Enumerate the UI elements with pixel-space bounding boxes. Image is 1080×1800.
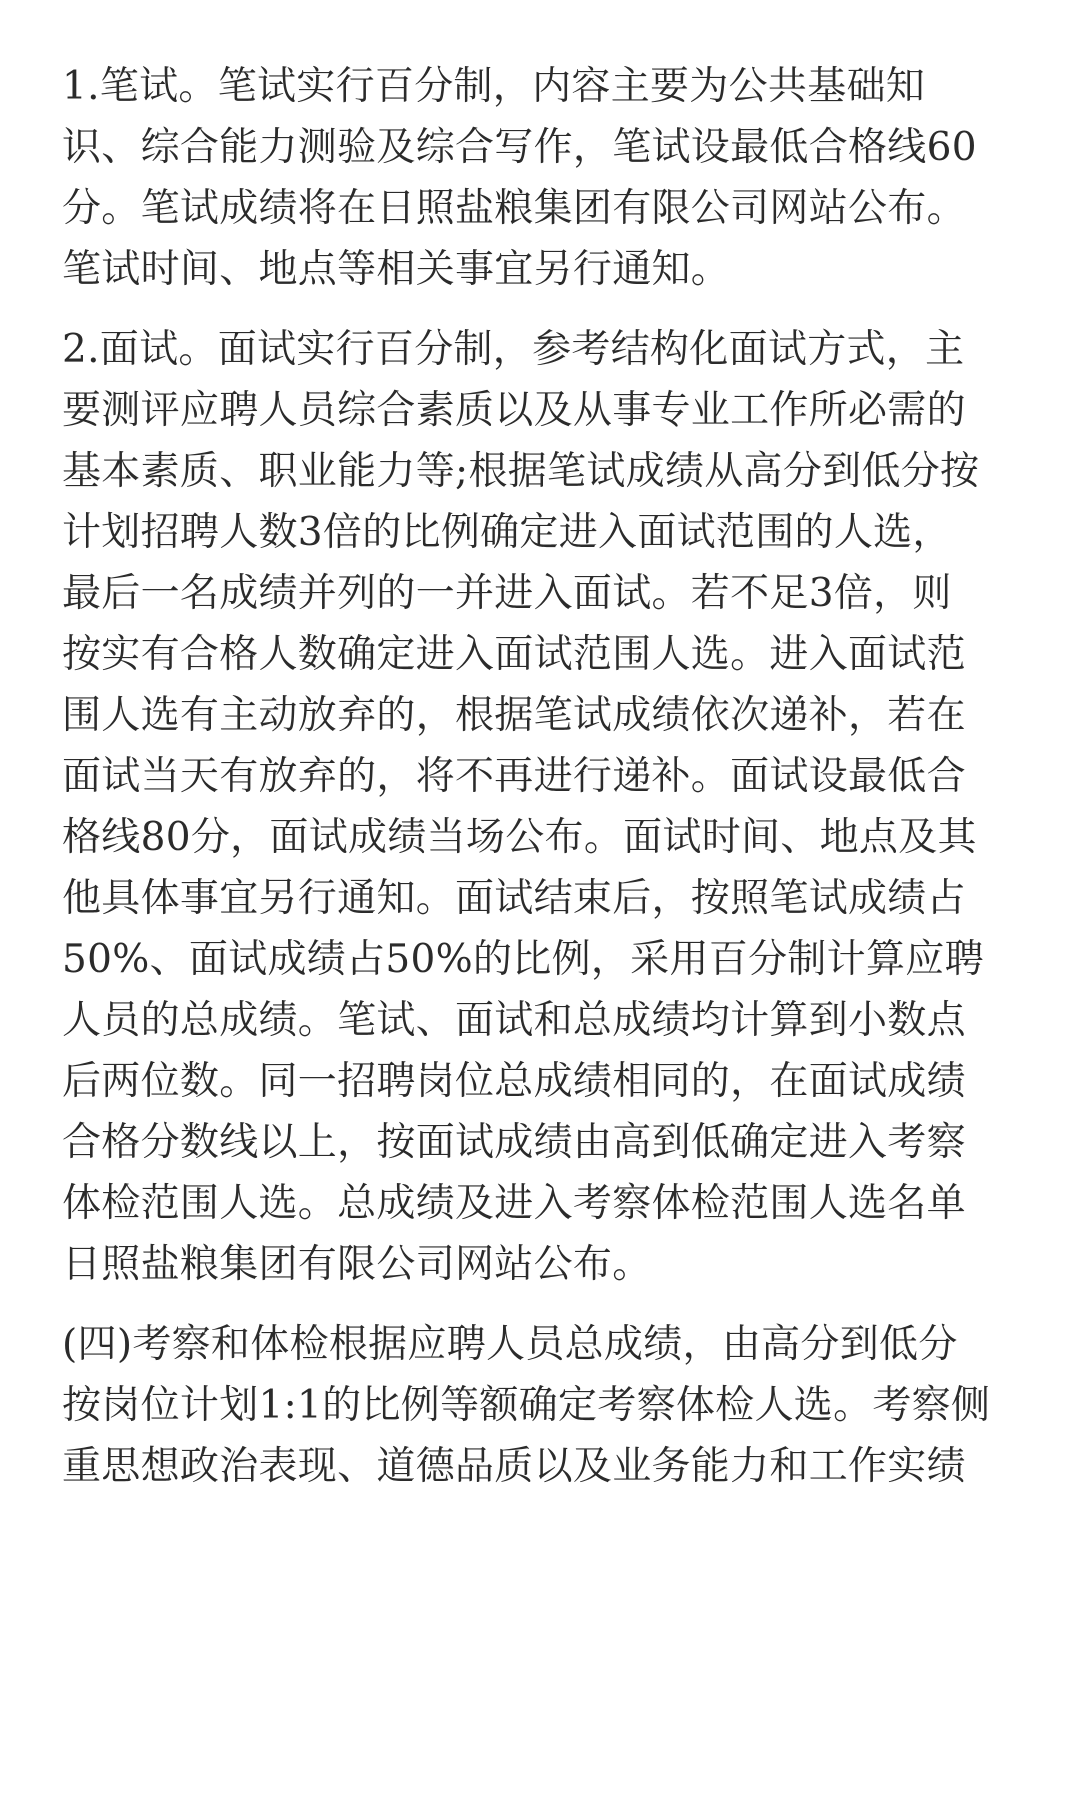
text-line: 2.面试。面试实行百分制，参考结构化面试方式，主: [62, 327, 965, 372]
text-line: (四)考察和体检根据应聘人员总成绩，由高分到低分: [62, 1322, 958, 1367]
text-line: 计划招聘人数3倍的比例确定进入面试范围的人选，: [62, 510, 952, 555]
text-line: 面试当天有放弃的，将不再进行递补。面试设最低合: [62, 754, 966, 799]
text-line: 最后一名成绩并列的一并进入面试。若不足3倍，则: [62, 571, 952, 616]
paragraph-inspection-medical: [62, 1314, 1022, 1497]
text-line: 体检范围人选。总成绩及进入考察体检范围人选名单: [62, 1181, 966, 1226]
text-line: 要测评应聘人员综合素质以及从事专业工作所必需的: [62, 388, 966, 433]
text-line: 50%、面试成绩占50%的比例，采用百分制计算应聘: [62, 937, 984, 982]
text-line: 基本素质、职业能力等;根据笔试成绩从高分到低分按: [62, 449, 980, 494]
text-line: 按实有合格人数确定进入面试范围人选。进入面试范: [62, 632, 966, 677]
text-line: 识、综合能力测验及综合写作，笔试设最低合格线60: [62, 125, 977, 170]
text-line: 日照盐粮集团有限公司网站公布。: [62, 1242, 652, 1287]
text-line: 围人选有主动放弃的，根据笔试成绩依次递补，若在: [62, 693, 966, 738]
text-line: 后两位数。同一招聘岗位总成绩相同的，在面试成绩: [62, 1059, 966, 1104]
paragraph-interview: [62, 319, 1022, 1295]
text-line: 人员的总成绩。笔试、面试和总成绩均计算到小数点: [62, 998, 966, 1043]
paragraph-written-exam: [62, 56, 1022, 300]
text-line: 笔试时间、地点等相关事宜另行通知。: [62, 247, 731, 292]
text-line: 1.笔试。笔试实行百分制，内容主要为公共基础知: [62, 64, 926, 109]
text-line: 他具体事宜另行通知。面试结束后，按照笔试成绩占: [62, 876, 966, 921]
text-line: 分。笔试成绩将在日照盐粮集团有限公司网站公布。: [62, 186, 966, 231]
text-line: 重思想政治表现、道德品质以及业务能力和工作实绩: [62, 1444, 966, 1489]
text-line: 按岗位计划1:1的比例等额确定考察体检人选。考察侧: [62, 1383, 991, 1428]
text-line: 格线80分，面试成绩当场公布。面试时间、地点及其: [62, 815, 977, 860]
text-line: 合格分数线以上，按面试成绩由高到低确定进入考察: [62, 1120, 966, 1165]
article-body: [62, 56, 1022, 1497]
